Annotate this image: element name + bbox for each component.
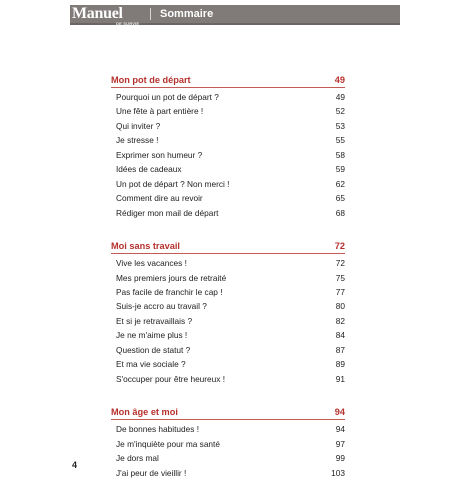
toc-entry[interactable] <box>111 285 345 299</box>
section-title: Moi sans travail <box>111 241 180 252</box>
section-heading[interactable] <box>111 240 345 254</box>
book-logo <box>72 5 146 26</box>
toc-entry[interactable] <box>111 191 345 205</box>
page-number: 4 <box>72 460 78 470</box>
header-divider <box>150 8 151 20</box>
toc-entry[interactable] <box>111 314 345 328</box>
entry-page: 55 <box>335 135 345 146</box>
entry-page: 68 <box>335 207 345 218</box>
entry-label: J'ai peur de vieillir ! <box>116 467 187 478</box>
toc-entry[interactable] <box>111 119 345 133</box>
entry-page: 84 <box>335 330 345 341</box>
entry-page: 94 <box>335 424 345 435</box>
section-heading[interactable] <box>111 74 345 88</box>
entry-page: 87 <box>335 344 345 355</box>
toc-entry[interactable] <box>111 422 345 436</box>
section-title: Mon pot de départ <box>111 75 191 85</box>
toc-entry[interactable] <box>111 343 345 357</box>
page-header <box>70 5 400 25</box>
section-heading[interactable] <box>111 406 345 420</box>
entry-page: 91 <box>335 373 345 384</box>
entry-label: Et ma vie sociale ? <box>116 359 186 370</box>
entry-page: 77 <box>335 286 345 297</box>
toc-entry[interactable] <box>111 451 345 465</box>
section-page: 94 <box>334 407 345 418</box>
toc-entry[interactable] <box>111 206 345 220</box>
entry-label: Comment dire au revoir <box>116 193 203 204</box>
logo-subtext: DE SURVIE <box>116 21 140 26</box>
entry-label: Pourquoi un pot de départ ? <box>116 92 219 102</box>
toc-entry[interactable] <box>111 372 345 386</box>
toc-section <box>111 74 345 220</box>
entry-page: 80 <box>335 301 345 312</box>
entry-label: Je m'inquiète pour ma santé <box>116 438 220 449</box>
entry-label: S'occuper pour être heureux ! <box>116 373 226 384</box>
entry-label: De bonnes habitudes ! <box>116 424 200 435</box>
entry-page: 62 <box>335 178 345 189</box>
toc-entry[interactable] <box>111 256 345 270</box>
entry-label: Qui inviter ? <box>116 120 161 131</box>
entry-label: Rédiger mon mail de départ <box>116 207 219 218</box>
toc-entry[interactable] <box>111 90 345 104</box>
entry-label: Idées de cadeaux <box>116 164 182 175</box>
entry-label: Je stresse ! <box>116 135 159 146</box>
entry-label: Question de statut ? <box>116 344 191 355</box>
entry-page: 72 <box>335 258 345 269</box>
toc-section <box>111 406 345 480</box>
entry-label: Pas facile de franchir le cap ! <box>116 286 223 297</box>
section-page: 72 <box>334 241 345 252</box>
toc-entry[interactable] <box>111 104 345 118</box>
toc-entry[interactable] <box>111 148 345 162</box>
entry-page: 103 <box>331 467 345 478</box>
entry-page: 89 <box>335 359 345 370</box>
toc-entry[interactable] <box>111 328 345 342</box>
entry-page: 82 <box>335 315 345 326</box>
entry-label: Vive les vacances ! <box>116 258 187 269</box>
toc-entry[interactable] <box>111 177 345 191</box>
entry-page: 65 <box>335 193 345 204</box>
toc-entry[interactable] <box>111 466 345 480</box>
entry-label: Suis-je accro au travail ? <box>116 301 207 312</box>
entry-page: 75 <box>335 272 345 283</box>
header-title: Sommaire <box>160 8 214 20</box>
toc-entry[interactable] <box>111 162 345 176</box>
logo-text: Manuel <box>72 5 123 22</box>
toc-entry[interactable] <box>111 357 345 371</box>
table-of-contents <box>111 74 345 500</box>
entry-label: Et si je retravaillais ? <box>116 315 193 326</box>
entry-page: 97 <box>335 438 345 449</box>
entry-label: Je dors mal <box>116 453 159 464</box>
entry-label: Mes premiers jours de retraité <box>116 272 227 283</box>
toc-entry[interactable] <box>111 299 345 313</box>
toc-section <box>111 240 345 386</box>
toc-entry[interactable] <box>111 271 345 285</box>
toc-entry[interactable] <box>111 133 345 147</box>
entry-page: 59 <box>335 164 345 175</box>
entry-page: 99 <box>335 453 345 464</box>
section-title: Mon âge et moi <box>111 407 178 418</box>
toc-entry[interactable] <box>111 437 345 451</box>
entry-label: Exprimer son humeur ? <box>116 149 203 160</box>
entry-page: 58 <box>335 149 345 160</box>
entry-page: 53 <box>335 120 345 131</box>
entry-label: Une fête à part entière ! <box>116 106 204 117</box>
entry-label: Je ne m'aime plus ! <box>116 330 188 341</box>
entry-page: 49 <box>335 92 345 102</box>
entry-label: Un pot de départ ? Non merci ! <box>116 178 230 189</box>
entry-page: 52 <box>335 106 345 117</box>
section-page: 49 <box>334 75 345 85</box>
